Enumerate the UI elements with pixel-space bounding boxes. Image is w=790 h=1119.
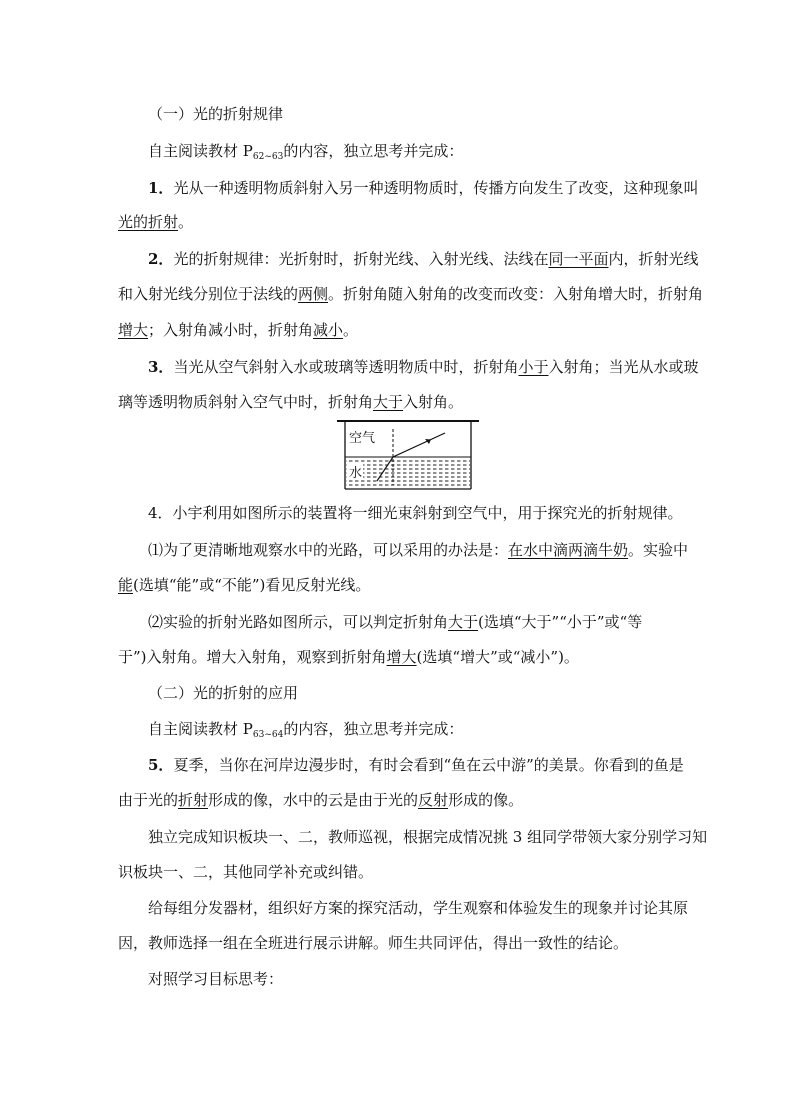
instruction-text: 自主阅读教材 P — [148, 720, 253, 738]
instruction-text: 自主阅读教材 P — [148, 142, 253, 160]
question-number: 3． — [148, 358, 174, 376]
question-text: 光从一种透明物质斜射入另一种透明物质时，传播方向发生了改变，这种现象叫 — [173, 179, 699, 197]
answer-blank: 能 — [118, 576, 134, 594]
answer-blank: 在水中滴两滴牛奶 — [508, 541, 629, 559]
question-2-line-2 — [118, 284, 703, 304]
question-text: 由于光的 — [118, 791, 179, 809]
page-range: 63~64 — [252, 730, 284, 740]
refraction-tank-figure — [337, 419, 479, 491]
question-4-stem: 4．小宇利用如图所示的装置将一细光束斜射到空气中，用于探究光的折射规律。 — [148, 504, 683, 522]
punctuation: 。 — [343, 321, 359, 339]
question-text: 内，折射光线 — [608, 250, 699, 268]
question-text: 形成的像。 — [448, 791, 524, 809]
question-number: 5． — [148, 756, 174, 774]
question-3-line-1 — [148, 357, 698, 377]
question-text: 。折射角随入射角的改变而改变：入射角增大时，折射角 — [328, 285, 704, 303]
question-text: (选填“增大”或“减小”)。 — [416, 648, 579, 666]
question-4-part-1-line-1 — [148, 540, 688, 560]
question-text: 。实验中 — [628, 541, 689, 559]
question-text: ⑴为了更清晰地观察水中的光路，可以采用的办法是： — [148, 541, 509, 559]
question-text: 入射角；当光从水或玻 — [548, 358, 699, 376]
reading-instruction-2 — [148, 719, 463, 745]
question-text: (选填“能”或“不能”)看见反射光线。 — [133, 576, 371, 594]
paragraph-3: 对照学习目标思考： — [148, 970, 284, 988]
answer-blank: 小于 — [518, 358, 549, 376]
question-2-line-3 — [118, 320, 358, 340]
question-text: ⑵实验的折射光路如图所示，可以判定折射角 — [148, 613, 449, 631]
question-text: 夏季，当你在河岸边漫步时，有时会看到“鱼在云中游”的美景。你看到的鱼是 — [173, 756, 684, 774]
question-4-part-1-line-2 — [118, 575, 370, 595]
question-5-line-2 — [118, 790, 523, 810]
instruction-text-end: 的内容，独立思考并完成： — [283, 720, 464, 738]
answer-blank: 增大 — [118, 321, 149, 339]
question-text: 形成的像，水中的云是由于光的 — [208, 791, 419, 809]
paragraph-1-line-1: 独立完成知识板块一、二，教师巡视，根据完成情况挑 3 组同学带领大家分别学习知 — [148, 828, 708, 846]
answer-blank: 两侧 — [298, 285, 329, 303]
answer-blank: 减小 — [313, 321, 344, 339]
answer-blank: 大于 — [373, 393, 404, 411]
question-5-line-1 — [148, 755, 684, 775]
answer-blank: 增大 — [386, 648, 417, 666]
question-text: (选填“大于”“小于”或“等 — [478, 613, 643, 631]
label-water: 水 — [349, 466, 363, 481]
punctuation: 。 — [178, 213, 194, 231]
question-number: 1． — [148, 179, 174, 197]
question-2-line-1 — [148, 249, 698, 269]
section-heading-refraction-application: （二）光的折射的应用 — [148, 684, 299, 702]
answer-blank: 同一平面 — [548, 250, 609, 268]
question-4-part-2-line-1 — [148, 612, 642, 632]
question-text: 于”)入射角。增大入射角，观察到折射角 — [118, 648, 387, 666]
question-1-line-1 — [148, 178, 698, 198]
question-text: 和入射光线分别位于法线的 — [118, 285, 299, 303]
paragraph-2-line-2: 因，教师选择一组在全班进行展示讲解。师生共同评估，得出一致性的结论。 — [118, 934, 629, 952]
question-4-part-2-line-2 — [118, 647, 579, 667]
question-number: 2． — [148, 250, 174, 268]
question-text: 入射角。 — [403, 393, 464, 411]
question-text: 当光从空气斜射入水或玻璃等透明物质中时，折射角 — [173, 358, 519, 376]
instruction-text-end: 的内容，独立思考并完成： — [283, 142, 464, 160]
question-3-line-2 — [118, 392, 463, 412]
answer-blank: 大于 — [448, 613, 479, 631]
paragraph-1-line-2: 识板块一、二，其他同学补充或纠错。 — [118, 863, 374, 881]
answer-blank: 光的折射 — [118, 213, 179, 231]
paragraph-2-line-1: 给每组分发器材，组织好方案的探究活动，学生观察和体验发生的现象并讨论其原 — [148, 899, 689, 917]
label-air: 空气 — [349, 431, 376, 446]
page-range: 62~63 — [252, 152, 284, 162]
answer-blank: 折射 — [178, 791, 209, 809]
question-1-line-2 — [118, 212, 193, 232]
answer-blank: 反射 — [418, 791, 449, 809]
reading-instruction — [148, 141, 463, 167]
question-text: ；入射角减小时，折射角 — [148, 321, 314, 339]
water-region — [346, 458, 470, 488]
section-heading-refraction-law: （一）光的折射规律 — [148, 105, 284, 123]
question-text: 璃等透明物质斜射入空气中时，折射角 — [118, 393, 374, 411]
question-text: 光的折射规律：光折射时，折射光线、入射光线、法线在 — [173, 250, 549, 268]
